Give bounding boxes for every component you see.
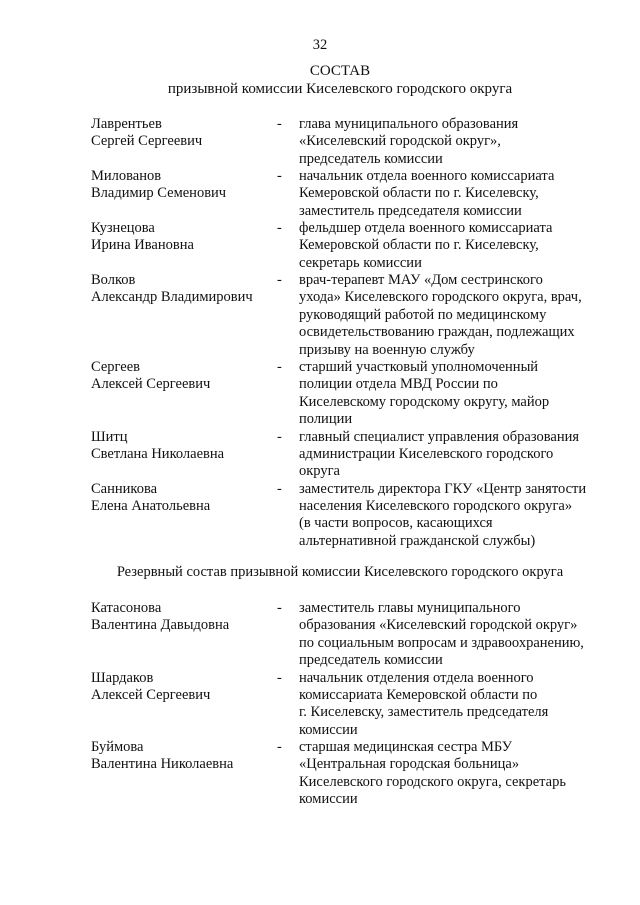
- member-name: [91, 670, 277, 740]
- member-name: [91, 220, 277, 272]
- member-role: начальник отделения отдела военного комиссариата Кемеровской области по г. Киселевску, заместитель председателя комиссии: [299, 669, 549, 738]
- member-entry: [91, 429, 611, 481]
- member-name: [91, 429, 277, 481]
- member-given-name: Алексей Сергеевич: [91, 686, 211, 703]
- separator-dash: -: [277, 600, 282, 616]
- member-entry: [91, 739, 611, 809]
- member-entry: [91, 116, 611, 168]
- separator-dash: -: [277, 739, 282, 755]
- member-given-name: Валентина Давыдовна: [91, 617, 230, 634]
- member-name: [91, 116, 277, 168]
- member-surname: Кузнецова: [91, 220, 155, 236]
- member-role: заместитель директора ГКУ «Центр занятости населения Киселевского городского округа» (в части вопросов, касающихся альтернативной гражданской службы): [299, 480, 587, 549]
- member-surname: Шардаков: [91, 669, 154, 686]
- member-given-name: Владимир Семенович: [91, 185, 227, 202]
- member-name: [91, 359, 277, 429]
- separator-dash: -: [277, 480, 282, 497]
- member-role: старший участковый уполномоченный полиции отдела МВД России по Киселевскому городскому округу, майор полиции: [299, 359, 550, 428]
- member-name: [91, 481, 277, 551]
- document-title: [0, 62, 640, 98]
- member-entry: [91, 220, 611, 272]
- separator-dash: -: [277, 116, 282, 132]
- member-role: заместитель главы муниципального образования «Киселевский городской округ» по социальным вопросам и здравоохранению, председатель комиссии: [299, 600, 584, 669]
- separator-dash: -: [277, 220, 282, 236]
- member-surname: Шитц: [91, 428, 128, 445]
- member-name: [91, 739, 277, 809]
- member-role: глава муниципального образования «Киселевский городской округ», председатель комиссии: [299, 116, 519, 167]
- member-entry: [91, 359, 611, 429]
- member-given-name: Валентина Николаевна: [91, 756, 234, 773]
- member-entry: [91, 670, 611, 740]
- member-role: главный специалист управления образования администрации Киселевского городского округа: [299, 428, 580, 480]
- page-number: 32: [312, 37, 328, 53]
- member-given-name: Ирина Ивановна: [91, 237, 194, 254]
- member-role: фельдшер отдела военного комиссариата Кемеровской области по г. Киселевску, секретарь комиссии: [299, 220, 553, 271]
- title-subheading: призывной комиссии Киселевского городского округа: [167, 81, 513, 97]
- member-name: [91, 600, 277, 670]
- main-members-list: [91, 116, 611, 551]
- member-given-name: Светлана Николаевна: [91, 445, 225, 462]
- separator-dash: -: [277, 359, 282, 375]
- member-given-name: Александр Владимирович: [91, 289, 253, 306]
- member-role: врач-терапевт МАУ «Дом сестринского ухода» Киселевского городского округа, врач, руководящий работой по медицинскому освидетельствованию граждан, подлежащих призыву на военную службу: [299, 272, 582, 358]
- reserve-heading: Резервный состав призывной комиссии Киселевского городского округа: [116, 564, 564, 580]
- separator-dash: -: [277, 168, 282, 184]
- member-surname: Катасонова: [91, 600, 162, 616]
- member-entry: [91, 168, 611, 220]
- separator-dash: -: [277, 272, 282, 288]
- member-given-name: Елена Анатольевна: [91, 497, 211, 514]
- reserve-members-list: [91, 600, 611, 809]
- title-heading: СОСТАВ: [309, 63, 371, 79]
- member-name: [91, 168, 277, 220]
- member-role: старшая медицинская сестра МБУ «Центральная городская больница» Киселевского городского округа, секретарь комиссии: [299, 739, 566, 808]
- member-entry: [91, 481, 611, 551]
- separator-dash: -: [277, 428, 282, 445]
- member-entry: [91, 600, 611, 670]
- member-surname: Санникова: [91, 480, 158, 497]
- member-surname: Сергеев: [91, 359, 141, 375]
- member-given-name: Сергей Сергеевич: [91, 133, 203, 150]
- member-name: [91, 272, 277, 359]
- member-given-name: Алексей Сергеевич: [91, 376, 211, 393]
- separator-dash: -: [277, 669, 282, 686]
- member-role: начальник отдела военного комиссариата Кемеровской области по г. Киселевску, заместитель председателя комиссии: [299, 168, 555, 219]
- member-surname: Милованов: [91, 168, 162, 184]
- member-surname: Лаврентьев: [91, 116, 162, 132]
- member-entry: [91, 272, 611, 359]
- member-surname: Волков: [91, 272, 136, 288]
- member-surname: Буймова: [91, 739, 144, 755]
